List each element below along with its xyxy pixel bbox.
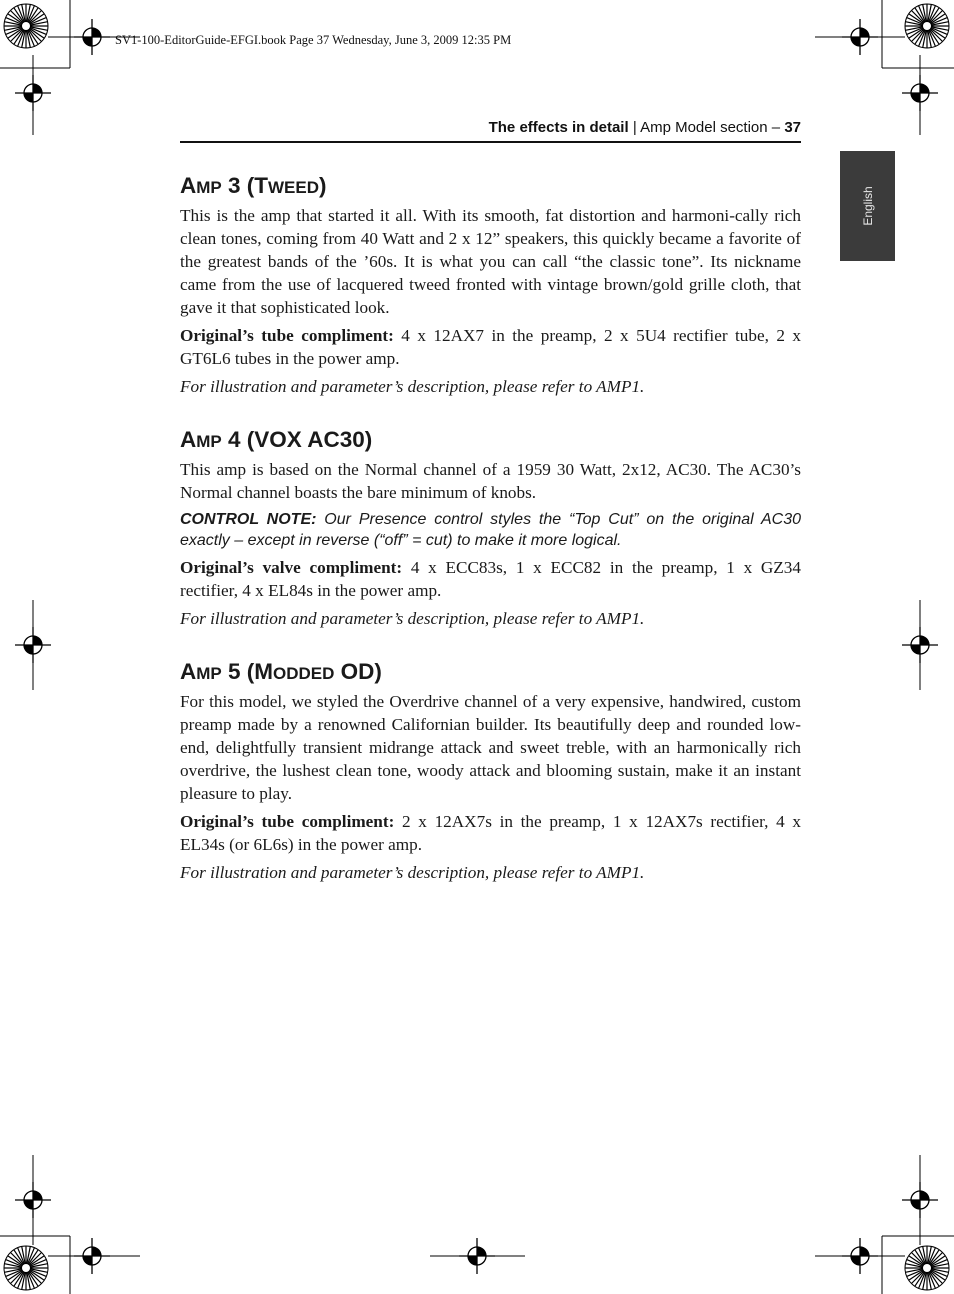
- amp3-spec: [180, 324, 801, 370]
- main-content: [180, 170, 801, 884]
- page-number: 37: [784, 119, 801, 136]
- amp4-spec-text: 4 x ECC83s, 1 x ECC82 in the preamp, 1 x GZ34 rectifier, 4 x EL84s in the power amp.: [180, 558, 801, 600]
- amp3-description: This is the amp that started it all. With its smooth, fat distortion and harmoni-cally rich clean tones, coming from 40 Watt and 2 x 12” speakers, this quickly became a favorite of the greatest bands of the ’60s. It is what you can call “the classic tone”. Its nickname came from the use of lacquered tweed fronted with vintage brown/gold grille cloth, that gave it that sophisticated look.: [180, 206, 801, 317]
- amp4-spec-label: Original’s valve compliment:: [180, 558, 403, 577]
- print-info: SV1-100-EditorGuide-EFGI.book Page 37 Wednesday, June 3, 2009 12:35 PM: [115, 33, 512, 47]
- amp5-reference: For illustration and parameter’s description, please refer to AMP1.: [180, 863, 645, 882]
- amp3-reference: For illustration and parameter’s description, please refer to AMP1.: [180, 377, 645, 396]
- amp4-control-note: [180, 509, 801, 551]
- amp5-spec: [180, 810, 801, 856]
- amp3-spec-text: 4 x 12AX7 in the preamp, 2 x 5U4 rectifier tube, 2 x GT6L6 tubes in the power amp.: [180, 326, 801, 368]
- section-heading-amp4: AMP 4 (VOX AC30): [180, 427, 373, 452]
- amp4-note-label: CONTROL NOTE:: [180, 511, 317, 528]
- language-tab-label: English: [860, 186, 875, 226]
- amp5-spec-text: 2 x 12AX7s in the preamp, 1 x 12AX7s rectifier, 4 x EL34s (or 6L6s) in the power amp.: [180, 812, 801, 854]
- section-heading-amp5: AMP 5 (MODDED OD): [180, 659, 382, 684]
- language-tab: [840, 151, 895, 261]
- running-head-subsection: Amp Model section: [640, 119, 768, 136]
- running-head-separator: |: [628, 119, 641, 136]
- amp4-note-text: Our Presence control styles the “Top Cut” on the original AC30 exactly – except in reverse (“off” = cut) to make it more logical.: [180, 511, 802, 549]
- section-heading-amp3: AMP 3 (TWEED): [180, 173, 327, 198]
- amp4-spec: [180, 556, 801, 602]
- amp4-reference: For illustration and parameter’s description, please refer to AMP1.: [180, 609, 645, 628]
- header-rule: [180, 141, 801, 143]
- running-head-dash: –: [767, 119, 785, 136]
- amp4-description: This amp is based on the Normal channel of a 1959 30 Watt, 2x12, AC30. The AC30’s Normal channel boasts the bare minimum of knobs.: [180, 460, 801, 502]
- amp5-description: For this model, we styled the Overdrive channel of a very expensive, handwired, custom preamp made by a renowned Californian builder. Its beautifully deep and rounded low-end, delightfully transient midrange attack and sweet treble, with an harmonically rich overdrive, the lushest clean tone, woody attack and blooming sustain, make it an instant pleasure to play.: [180, 692, 801, 803]
- running-head-section: The effects in detail: [488, 119, 629, 136]
- running-head: [180, 119, 801, 136]
- amp3-spec-label: Original’s tube compliment:: [180, 326, 394, 345]
- amp5-spec-label: Original’s tube compliment:: [180, 812, 395, 831]
